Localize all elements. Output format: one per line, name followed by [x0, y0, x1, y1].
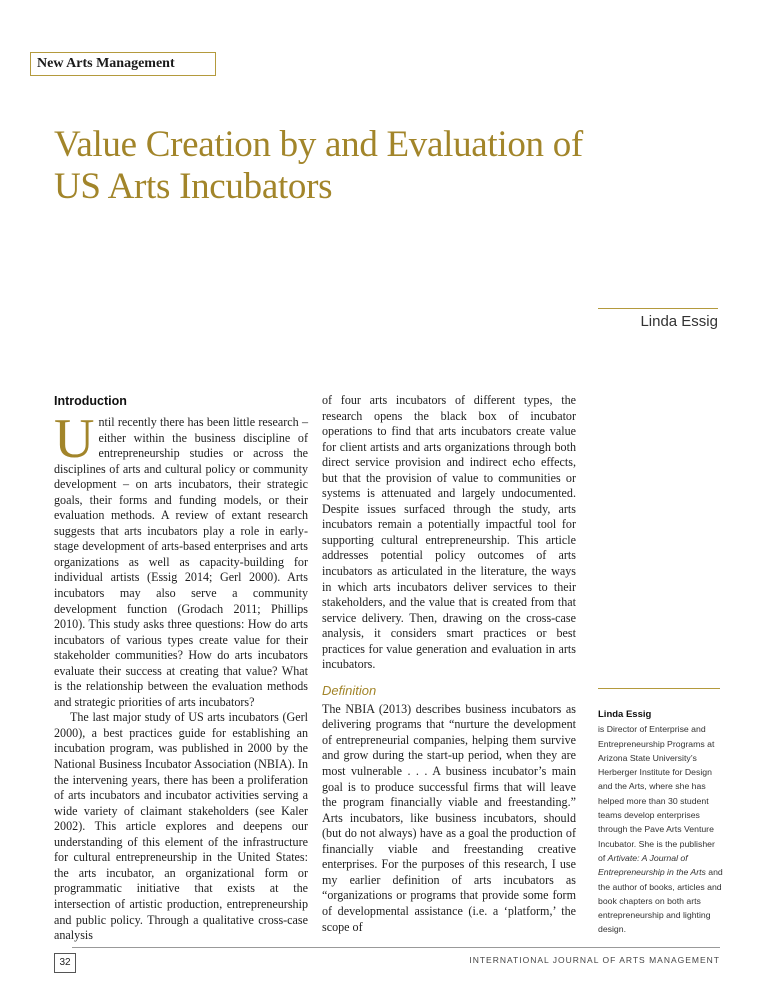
author-bio-sidebar: [598, 708, 723, 937]
bio-name: Linda Essig: [598, 709, 652, 720]
journal-name: INTERNATIONAL JOURNAL OF ARTS MANAGEMENT: [469, 955, 720, 965]
bio-text-end: and the author of books, articles and book chapters on both arts entrepreneurship and lighting design.: [598, 867, 723, 935]
intro-paragraph-text: ntil recently there has been little research – either within the business discipline of entrepreneurship studies or across the disciplines of arts and cultural policy or community development – on arts incubators, their strategic goals, their forms and funding models, or their evaluation methods. A review of extant research suggests that arts incubators play a role in early-stage development of arts-based enterprises and arts organizations as well as capacity-building for individual artists (Essig 2014; Gerl 2000). Arts incubators may also serve a community development function (Grodach 2011; Phillips 2010). This study asks three questions: How do arts incubators of various types create value for their stakeholder communities? How do arts incubators evaluate their success at creating that value? What is the relationship between the evaluation methods and strategic priorities of arts incubators?: [54, 415, 308, 709]
section-heading-introduction: Introduction: [54, 394, 127, 408]
sidebar-divider: [598, 688, 720, 689]
section-heading-definition: Definition: [322, 682, 377, 698]
author-divider: [598, 308, 718, 309]
body-paragraph-continued: of four arts incubators of different types, the research opens the black box of incubator operations to find that arts incubators create value for client artists and arts organizations through both direct service provision and indirect echo effects, but that the provision of value to communities or systems is attenuated and largely undocumented. Despite issues surfaced through the study, arts incubators remain a potentially impactful tool for supporting cultural entrepreneurship. This article addresses potential policy outcomes of arts incubators as articulated in the literature, the ways in which arts incubators deliver services to their stakeholders, and the value that is created from that service delivery. Then, drawing on the cross-case analysis, it considers smart practices or best practices for value generation and evaluation in arts incubators.: [322, 393, 576, 672]
footer-divider: [72, 947, 720, 948]
section-label: New Arts Management: [30, 52, 216, 76]
bio-text: is Director of Enterprise and Entrepreneurship Programs at Arizona State University’s Herberger Institute for Design and the Arts, where she has helped more than 30 student teams develop enterprises through the Pave Arts Venture Incubator. She is the publisher of: [598, 724, 715, 863]
intro-paragraph: [54, 408, 308, 710]
page-number: 32: [54, 953, 76, 973]
definition-paragraph: The NBIA (2013) describes business incubators as delivering programs that “nurture the development of entrepreneurial companies, helping them survive and grow during the start-up period, when they are most vulnerable . . . A business incubator’s main goal is to produce successful firms that will leave the program financially viable and freestanding.” Arts incubators, like business incubators, should (but do not always) have as a goal the production of financially viable and freestanding creative enterprises. For the purposes of this research, I use my earlier definition of arts incubators as “organizations or programs that provide some form of developmental assistance (i.e. a ‘platform,’ the scope of: [322, 701, 576, 934]
article-title: Value Creation by and Evaluation of US Arts Incubators: [54, 124, 583, 207]
column-left: [54, 393, 308, 944]
body-paragraph: The last major study of US arts incubators (Gerl 2000), a best practices guide for establishing an incubation program, was published in 2000 by the National Business Incubator Association (NBIA). In the intervening years, there has been a proliferation of arts incubators and incubator activities serving a wide variety of claimant stakeholders (see Kaler 2002). This article explores and deepens our understanding of this element of the infrastructure for cultural entrepreneurship in the United States: the arts incubator, an organizational form or programmatic initiative that exists at the intersection of artistic production, entrepreneurship and public policy. Through a qualitative cross-case analysis: [54, 710, 308, 943]
bio-journal-title: Artivate: A Journal of Entrepreneurship in the Arts: [598, 852, 706, 878]
column-middle: [322, 393, 576, 935]
drop-cap: U: [54, 408, 95, 470]
author-byline: Linda Essig: [640, 313, 718, 330]
